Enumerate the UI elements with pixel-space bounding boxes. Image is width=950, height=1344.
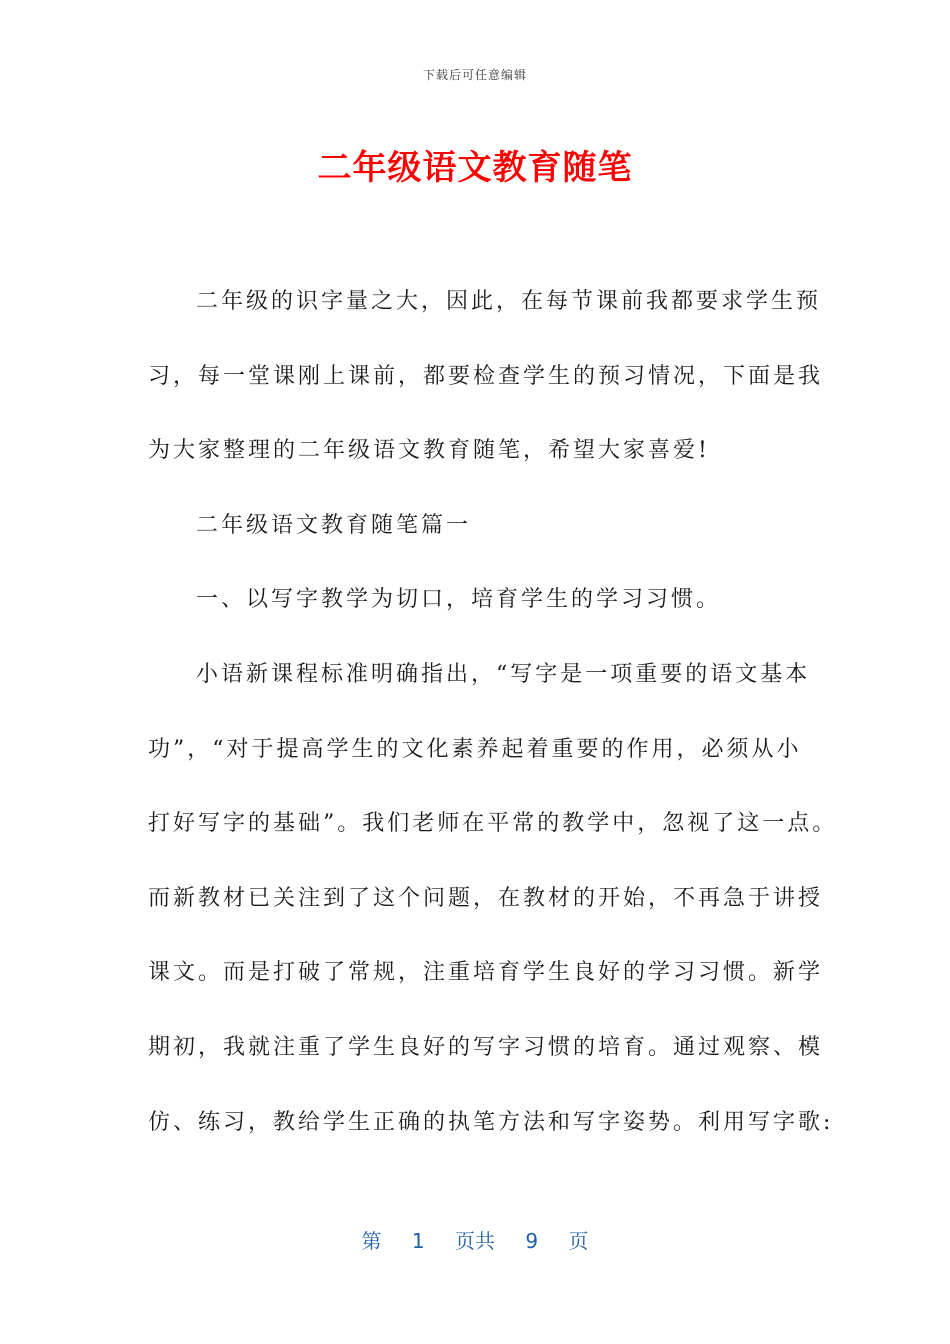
paragraph-line: 打好写字的基础”。我们老师在平常的教学中，忽视了这一点。 [148,811,838,837]
paragraph-line: 小语新课程标准明确指出，“写字是一项重要的语文基本 [196,661,811,687]
paragraph-line: 二年级的识字量之大，因此，在每节课前我都要求学生预 [196,289,822,314]
paragraph-line: 而新教材已关注到了这个问题，在教材的开始，不再急于讲授 [148,885,824,911]
paragraph-line: 为大家整理的二年级语文教育随笔，希望大家喜爱! [148,438,710,464]
footer-total-pages: 9 [525,1229,539,1253]
section-heading: 二年级语文教育随笔篇一 [196,512,472,538]
footer-prefix: 第 [361,1229,382,1253]
paragraph-line: 功”，“对于提高学生的文化素养起着重要的作用，必须从小 [148,736,802,762]
footer-middle: 页共 [455,1229,495,1253]
document-body [148,265,838,1160]
paragraph-line: 课文。而是打破了常规，注重培育学生良好的学习习惯。新学 [148,960,824,986]
paragraph-line: 仿、练习，教给学生正确的执笔方法和写字姿势。利用写字歌: [148,1109,834,1135]
subsection-heading: 一、以写字教学为切口，培育学生的学习习惯。 [196,587,722,613]
header-note: 下载后可任意编辑 [422,68,527,82]
footer-suffix: 页 [568,1229,589,1253]
document-title: 二年级语文教育随笔 [317,148,633,188]
page-number-footer [0,1225,950,1254]
paragraph-line: 习，每一堂课刚上课前，都要检查学生的预习情况，下面是我 [148,363,824,389]
paragraph-line: 期初，我就注重了学生良好的写字习惯的培育。通过观察、模 [148,1034,824,1060]
footer-current-page: 1 [411,1229,425,1253]
